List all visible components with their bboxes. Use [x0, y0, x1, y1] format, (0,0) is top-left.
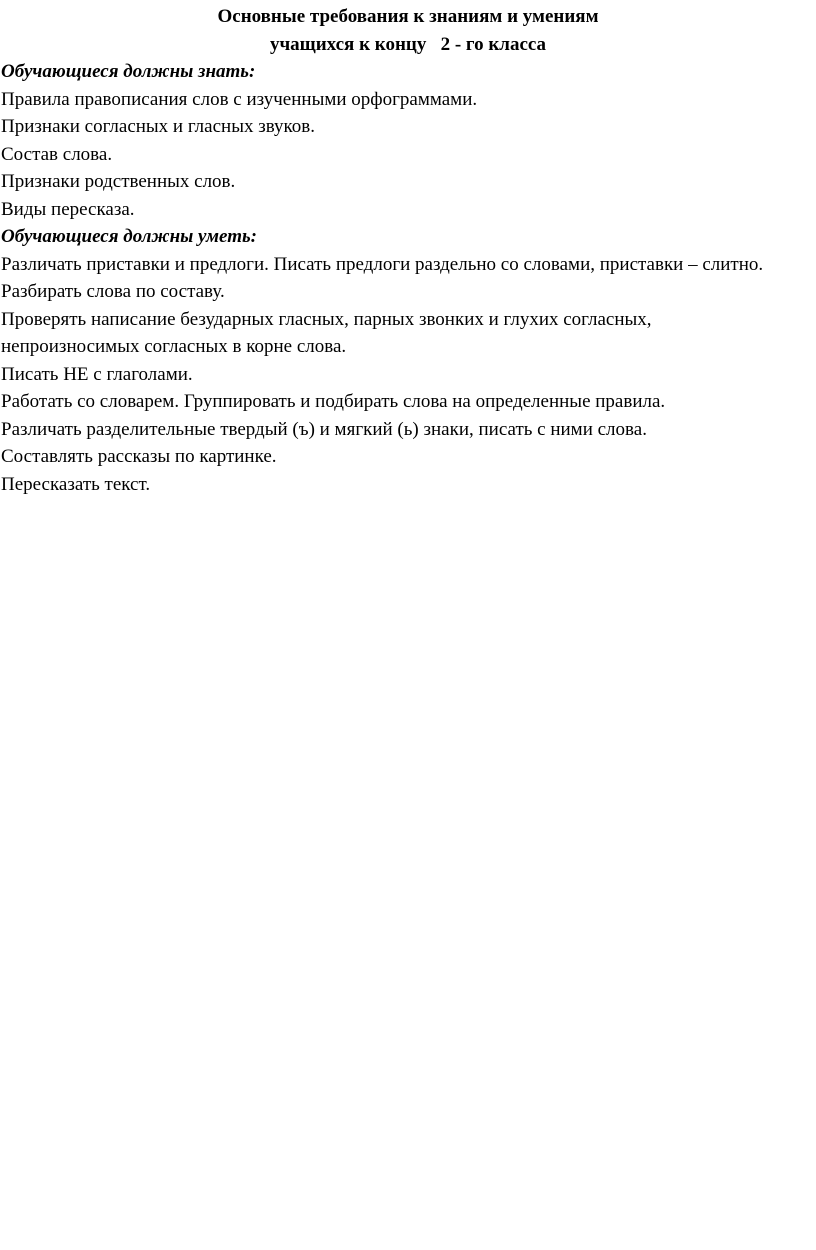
know-item: Правила правописания слов с изученными орфограммами.: [1, 88, 478, 110]
document-title: [0, 0, 816, 58]
title-line-2: учащихся к концу 2 - го класса: [269, 33, 547, 55]
can-item: Пересказать текст.: [1, 473, 151, 495]
document-body: [0, 58, 816, 498]
can-item: Писать НЕ с глаголами.: [1, 363, 193, 385]
section-heading-know: Обучающиеся должны знать:: [1, 61, 256, 82]
can-item: Разбирать слова по составу.: [1, 281, 225, 302]
title-line-1: Основные требования к знаниям и умениям: [217, 6, 599, 27]
can-item: Работать со словарем. Группировать и подбирать слова на определенные правила.: [1, 391, 666, 412]
can-item: Составлять рассказы по картинке.: [1, 446, 277, 467]
can-item: Различать приставки и предлоги. Писать предлоги раздельно со словами, приставки – слитно.: [1, 253, 764, 275]
know-item: Признаки родственных слов.: [1, 171, 236, 192]
can-item: Проверять написание безударных гласных, парных звонких и глухих согласных, непроизносимых согласных в корне слова.: [1, 308, 652, 357]
know-item: Виды пересказа.: [1, 198, 135, 220]
know-item: Признаки согласных и гласных звуков.: [1, 116, 316, 137]
can-item: Различать разделительные твердый (ъ) и мягкий (ь) знаки, писать с ними слова.: [1, 418, 647, 440]
know-item: Состав слова.: [1, 143, 113, 165]
section-heading-can: Обучающиеся должны уметь:: [1, 226, 257, 247]
